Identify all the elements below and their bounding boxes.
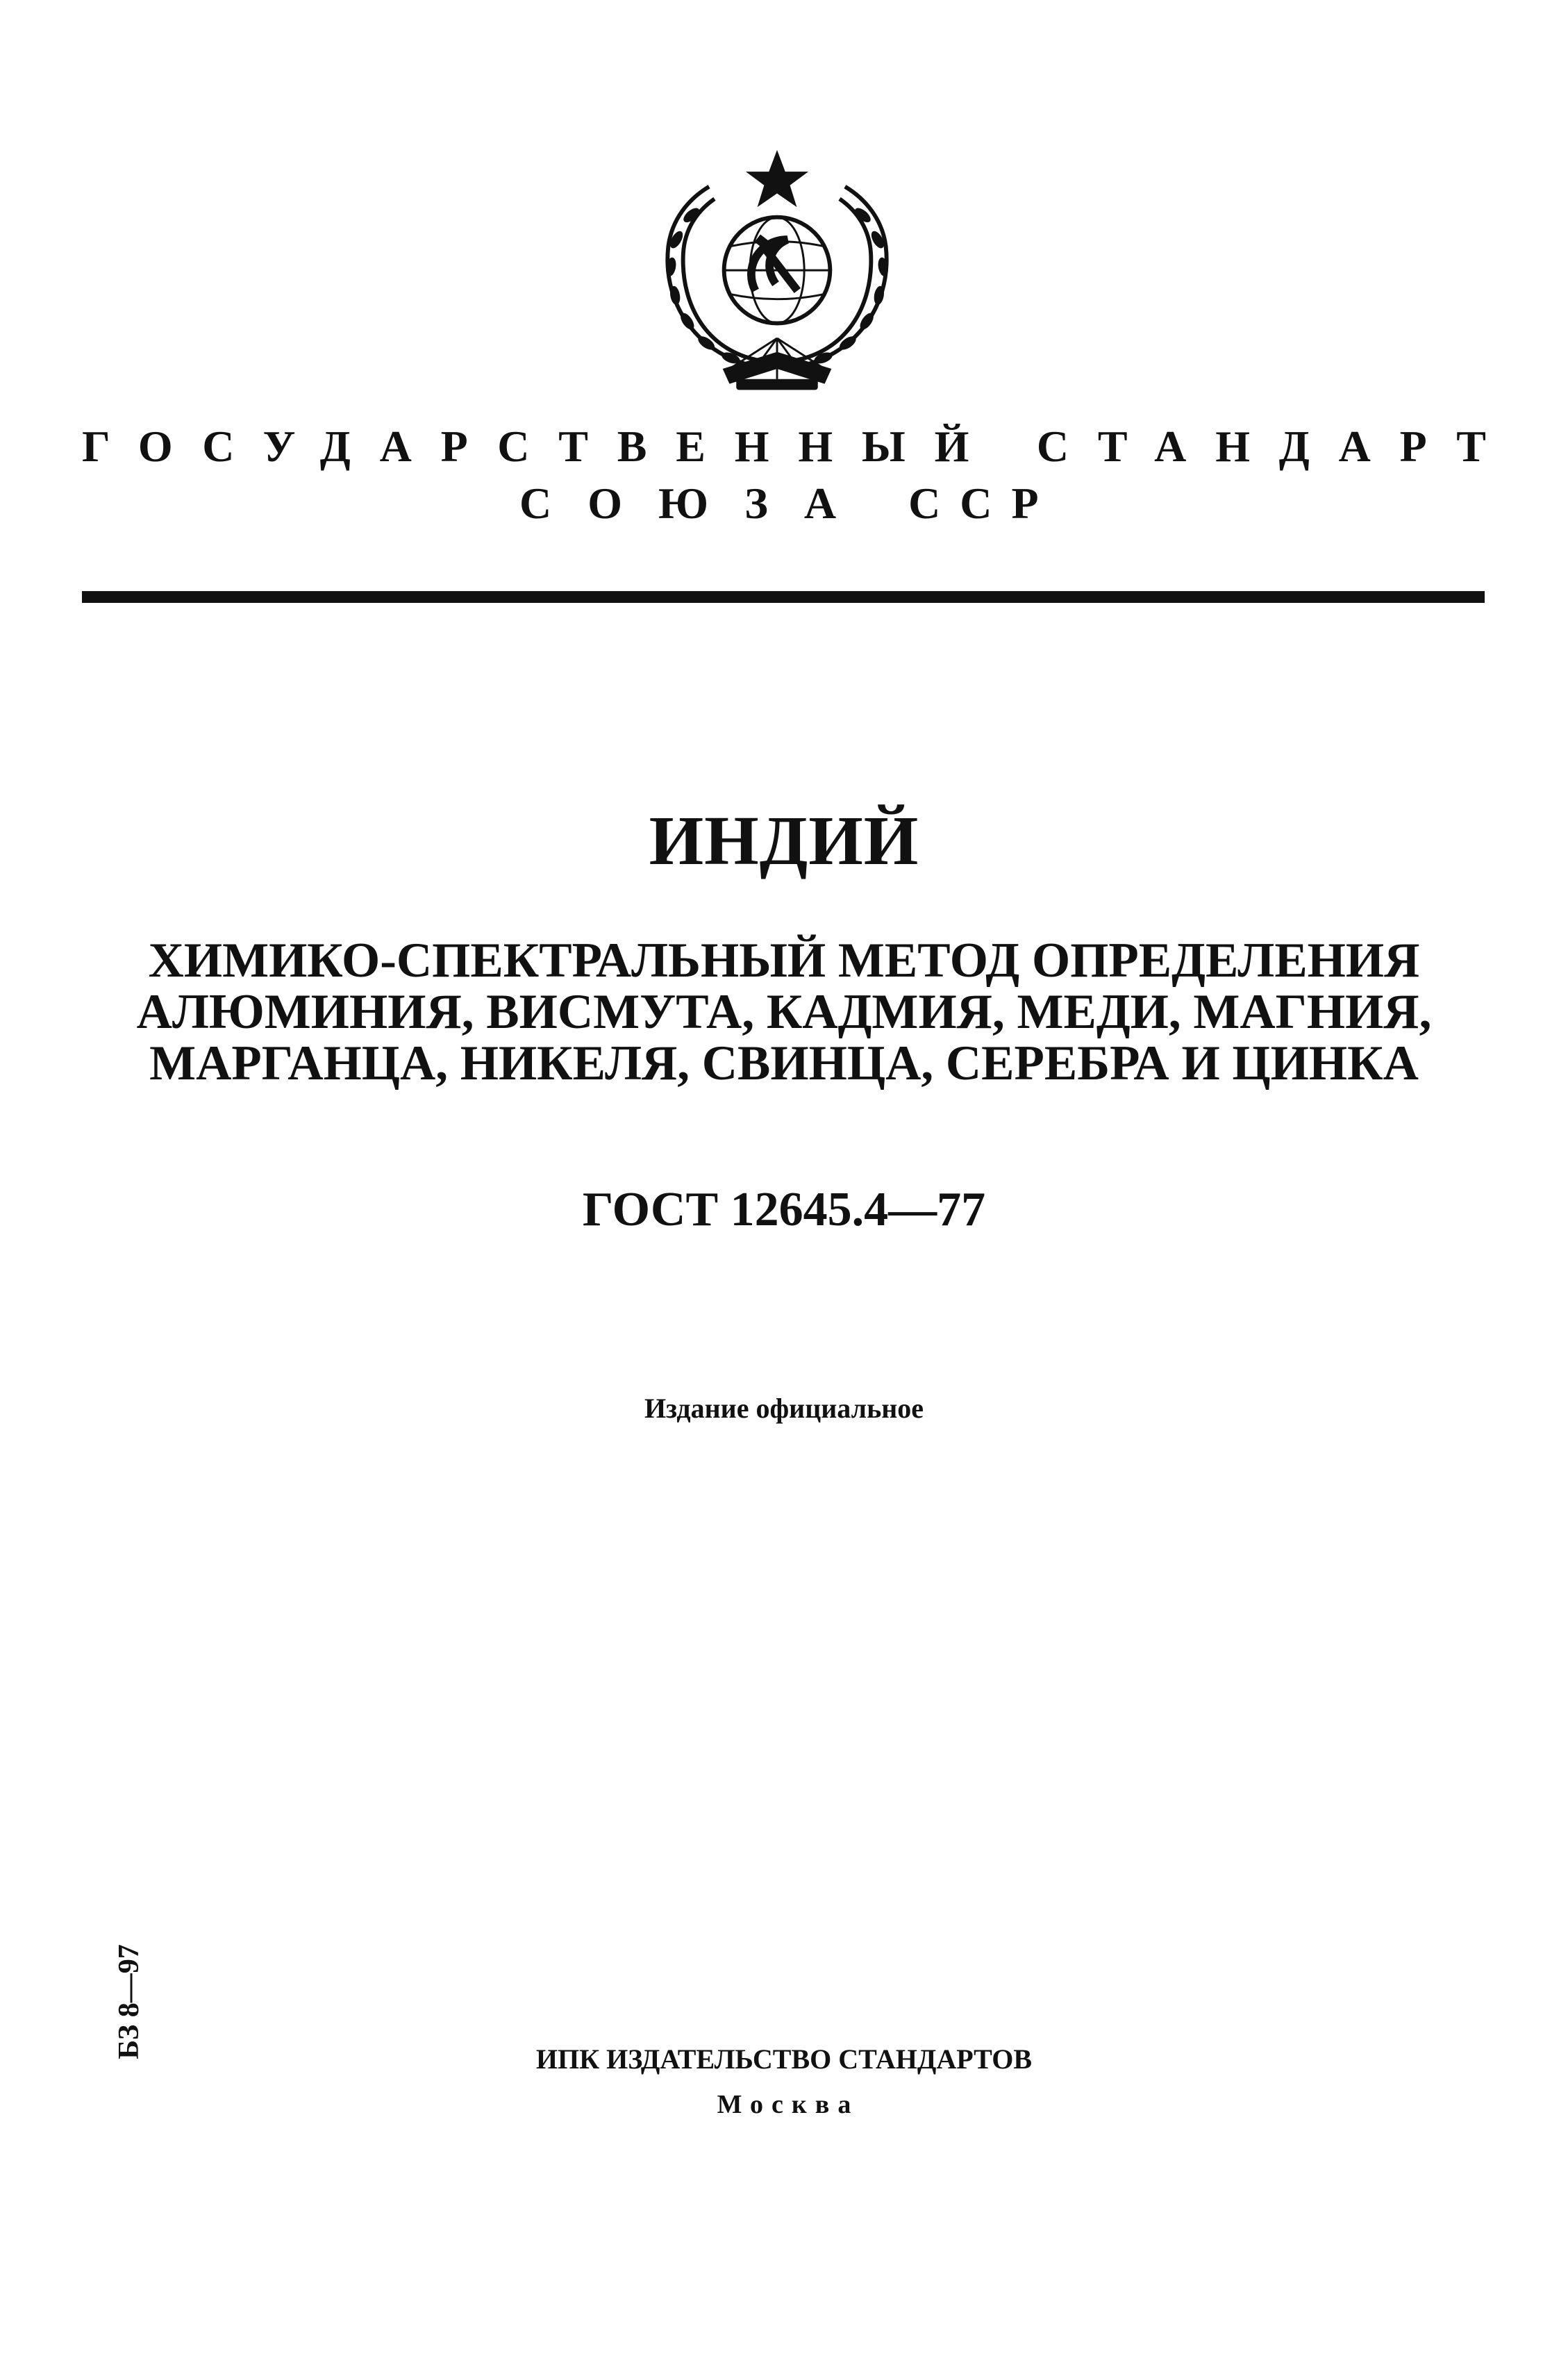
header-divider [82, 591, 1485, 603]
side-code-text: БЗ 8—97 [113, 1944, 145, 2059]
publisher-name: ИПК ИЗДАТЕЛЬСТВО СТАНДАРТОВ [535, 2043, 1033, 2075]
header-word-standard: СТАНДАРТ [1036, 422, 1515, 471]
header-word-state: ГОСУДАРСТВЕННЫЙ [82, 422, 999, 471]
ussr-emblem-icon [640, 144, 914, 403]
subtitle-line: АЛЮМИНИЯ, ВИСМУТА, КАДМИЯ, МЕДИ, МАГНИЯ, [136, 985, 1432, 1039]
header-line-union [519, 472, 1058, 535]
document-title: ИНДИЙ [649, 802, 919, 879]
publisher-city: Москва [717, 2090, 860, 2119]
subtitle-line: МАРГАНЦА, НИКЕЛЯ, СВИНЦА, СЕРЕБРА И ЦИНКА [149, 1036, 1419, 1090]
subtitle-line: ХИМИКО-СПЕКТРАЛЬНЫЙ МЕТОД ОПРЕДЕЛЕНИЯ [148, 934, 1420, 988]
header-word-union: СОЮЗА [519, 479, 873, 528]
document-subtitle [0, 935, 1568, 1089]
edition-label: Издание официальное [644, 1393, 924, 1424]
header-line-state-standard [82, 415, 1515, 478]
gost-number: ГОСТ 12645.4—77 [582, 1183, 986, 1236]
header-word-ussr: ССР [908, 479, 1058, 528]
side-code [111, 1944, 147, 2059]
